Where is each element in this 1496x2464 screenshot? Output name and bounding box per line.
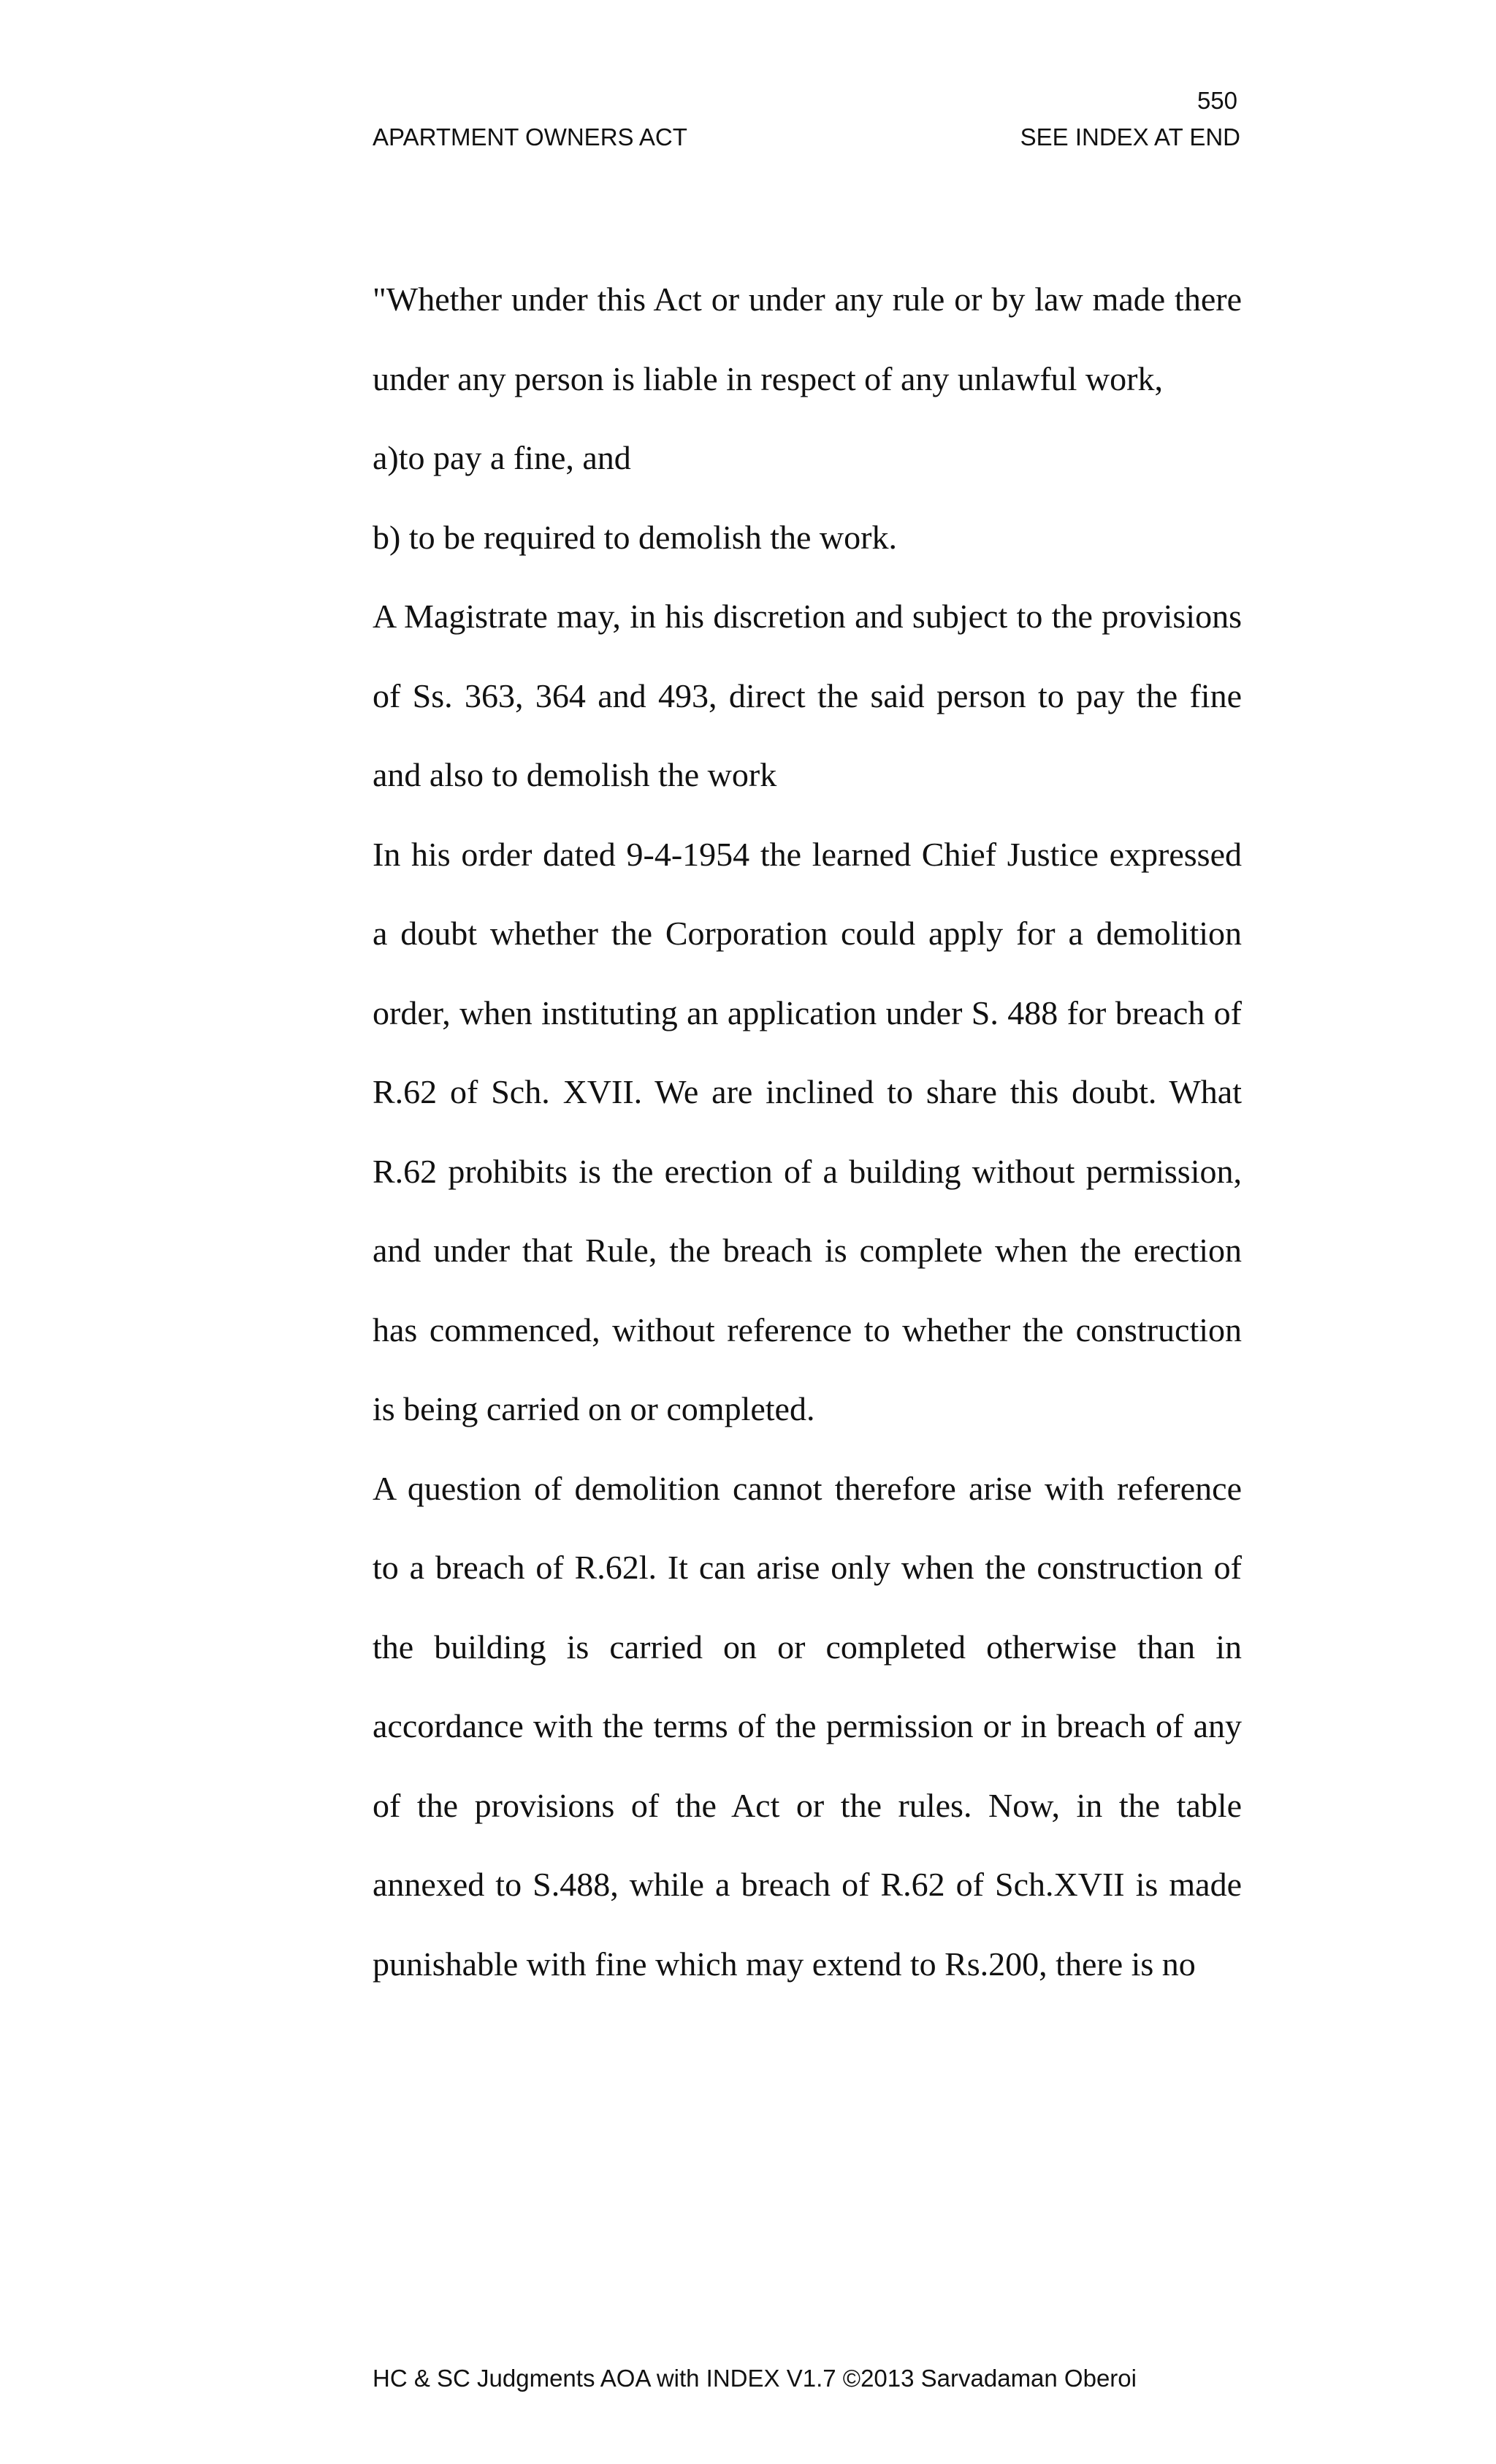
- paragraph-magistrate: A Magistrate may, in his discretion and subject to the provisions of Ss. 363, 364 and 493, direct the said person to pay the fine and also to demolish the work: [373, 598, 1242, 793]
- page-number: 550: [1197, 87, 1237, 114]
- running-header-index-note: SEE INDEX AT END: [1020, 123, 1240, 150]
- page-footer: HC & SC Judgments AOA with INDEX V1.7 ©2013 Sarvadaman Oberoi: [373, 2365, 1137, 2392]
- paragraph-clause-a: a)to pay a fine, and: [373, 439, 631, 476]
- paragraph-quote-opening: "Whether under this Act or under any rule or by law made there under any person is liable in respect of any unlawful work,: [373, 281, 1242, 397]
- running-header-title: APARTMENT OWNERS ACT: [373, 123, 687, 150]
- paragraph-clause-b: b) to be required to demolish the work.: [373, 518, 897, 556]
- document-body: [373, 260, 1242, 2004]
- paragraph-demolition-question: A question of demolition cannot therefore arise with reference to a breach of R.62l. It can arise only when the construction of the building is carried on or completed otherwise than in accordance with the terms of the permission or in breach of any of the provisions of the Act or the rules. Now, in the table annexed to S.488, while a breach of R.62 of Sch.XVII is made punishable with fine which may extend to Rs.200, there is no: [373, 1469, 1242, 1983]
- paragraph-order-dated: In his order dated 9-4-1954 the learned Chief Justice expressed a doubt whether the Corporation could apply for a demolition order, when instituting an application under S. 488 for breach of R.62 of Sch. XVII. We are inclined to share this doubt. What R.62 prohibits is the erection of a building without permission, and under that Rule, the breach is complete when the erection has commenced, without reference to whether the construction is being carried on or completed.: [373, 835, 1242, 1427]
